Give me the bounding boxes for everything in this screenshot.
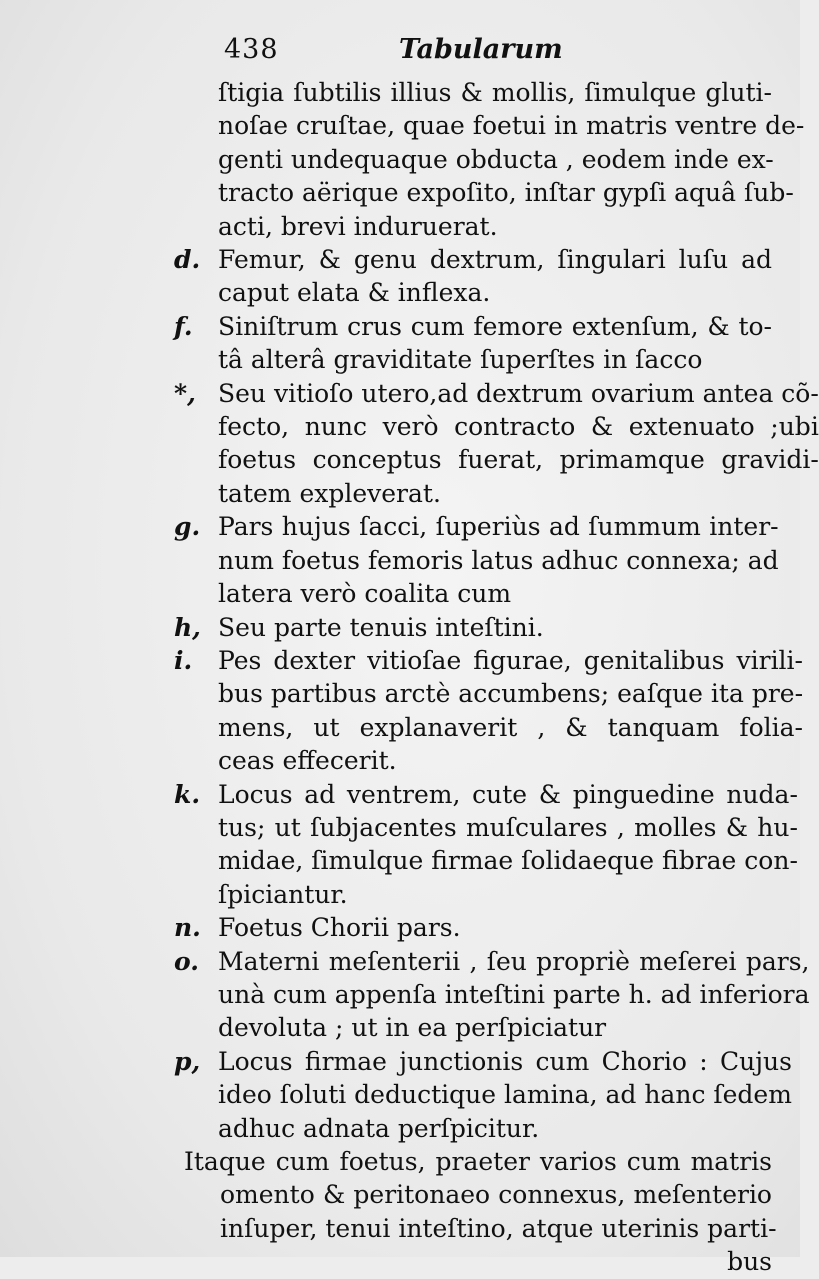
text-line: Femur, & genu dextrum, ſingulari luſu ad [218, 245, 772, 275]
text-line: latera verò coalita cum [218, 579, 512, 609]
text-line: unà cum appenſa inteſtini parte h. ad inferiora [218, 979, 810, 1009]
text-line: tâ alterâ graviditate ſuperſtes in ſacco [218, 345, 703, 375]
text-line: num foetus femoris latus adhuc connexa; ad [218, 545, 779, 575]
text-line: inſuper, tenui inteſtino, atque uterinis parti- [220, 1213, 777, 1243]
text-line: caput elata & inflexa. [218, 278, 491, 308]
closing-paragraph [172, 1145, 777, 1279]
text-line: mens, ut explanaverit , & tanquam folia- [218, 712, 804, 742]
entry-h [172, 611, 772, 644]
entry-marker: g. [174, 512, 201, 542]
text-line: noſae cruſtae, quae foetui in matris ventre de- [218, 111, 805, 141]
text-line: midae, ſimulque firmae ſolidaeque fibrae con- [218, 846, 798, 876]
entry-o [172, 945, 810, 1045]
entry-marker: f. [174, 311, 193, 341]
text-line: Pars hujus ſacci, ſuperiùs ad ſummum inter- [218, 512, 779, 542]
text-line: Siniſtrum crus cum femore extenſum, & to- [218, 311, 772, 341]
text-line: adhuc adnata perſpicitur. [218, 1113, 540, 1143]
text-line: Pes dexter vitioſae figurae, genitalibus virili- [218, 645, 804, 675]
text-line: omento & peritonaeo connexus, meſenterio [220, 1180, 772, 1210]
entry-k [172, 778, 798, 912]
text-line: Foetus Chorii pars. [218, 913, 461, 943]
text-line: ſtigia ſubtilis illius & mollis, ſimulque gluti- [218, 78, 772, 107]
entry-marker: o. [174, 946, 199, 976]
entry-marker: p, [174, 1046, 201, 1076]
text-line: Seu vitioſo utero,ad dextrum ovarium antea cõ- [218, 378, 819, 408]
entry-p [172, 1045, 792, 1145]
text-line: acti, brevi induruerat. [218, 211, 498, 241]
page-header [224, 32, 744, 72]
text-line: ceas effecerit. [218, 746, 397, 776]
text-line: ſpiciantur. [218, 879, 348, 909]
entry-n [172, 911, 772, 944]
entry-marker: k. [174, 779, 201, 809]
page-text [172, 76, 819, 1279]
text-line: fecto, nunc verò contracto & extenuato ;ubi [218, 412, 819, 442]
text-line: tatem expleverat. [218, 478, 441, 508]
text-line: genti undequaque obducta , eodem inde ex- [218, 144, 774, 174]
entry-f [172, 310, 772, 377]
text-line: Itaque cum foetus, praeter varios cum matris [184, 1147, 772, 1176]
text-line: foetus conceptus fuerat, primamque gravidi- [218, 445, 819, 475]
text-line: devoluta ; ut in ea perſpiciatur [218, 1013, 607, 1043]
text-line: Seu parte tenuis inteſtini. [218, 612, 544, 642]
page-number: 438 [224, 34, 279, 65]
entry-asterisk [172, 377, 819, 511]
running-title: Tabularum [399, 34, 563, 65]
entry-g [172, 510, 779, 610]
text-line: ideo ſoluti deductique lamina, ad hanc ſedem [218, 1080, 792, 1110]
text-line: Locus ad ventrem, cute & pinguedine nuda- [218, 779, 798, 809]
entry-marker: h, [174, 612, 201, 642]
text-line: Materni meſenterii , ſeu propriè meſerei pars, [218, 946, 810, 976]
entry-marker: d. [174, 245, 201, 275]
text-line: Locus firmae junctionis cum Chorio : Cujus [218, 1046, 792, 1076]
entry-marker: i. [174, 645, 193, 675]
continuation-paragraph [172, 76, 805, 243]
catchword: bus [727, 1247, 772, 1277]
text-line: tus; ut ſubjacentes muſculares , molles & hu- [218, 812, 798, 842]
entry-d [172, 243, 772, 310]
text-line: tracto aërique expoſito, inſtar gypſi aquâ ſub- [218, 178, 794, 208]
entry-marker: n. [174, 913, 201, 943]
entry-i [172, 644, 804, 778]
entry-marker: *, [174, 378, 196, 408]
text-line: bus partibus arctè accumbens; eaſque ita pre- [218, 679, 804, 709]
